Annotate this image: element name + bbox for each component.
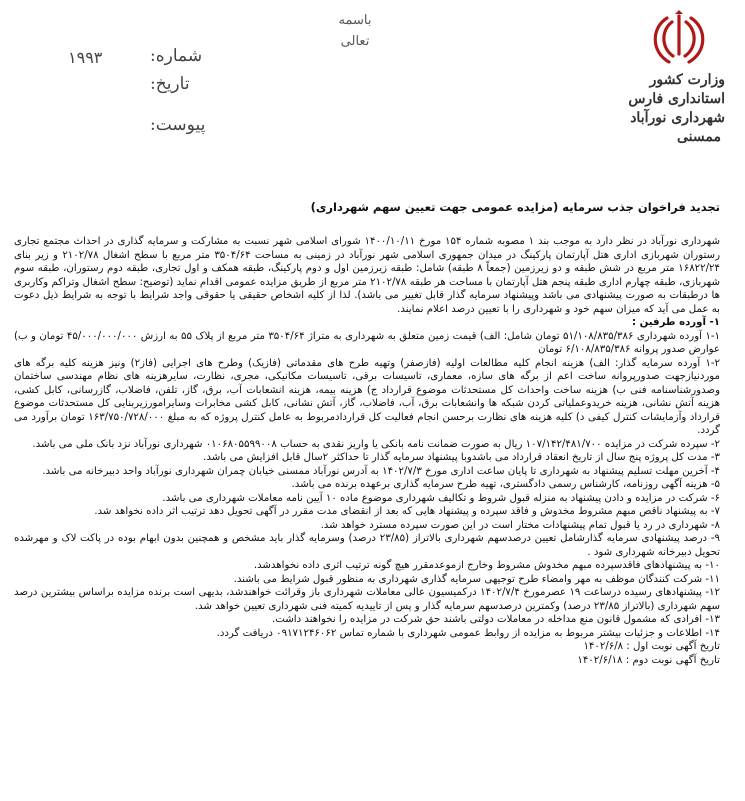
notice-body bbox=[14, 200, 720, 667]
org-line-municipality: شهرداری نورآباد bbox=[630, 110, 725, 126]
first-publication-date: تاریخ آگهی نوبت اول : ۱۴۰۲/۶/۸ bbox=[583, 641, 720, 652]
bismillah-line-2: تعالی bbox=[340, 34, 370, 49]
bismillah-line-1: باسمه bbox=[338, 13, 372, 28]
clause-8: ۸- شهرداری در رد یا قبول تمام پیشنهادات مختار است در این صورت سپرده مسترد خواهد شد. bbox=[320, 519, 720, 531]
second-publication-date: تاریخ آگهی نوبت دوم : ۱۴۰۲/۶/۱۸ bbox=[577, 654, 720, 666]
date-label: تاریخ: bbox=[150, 74, 190, 94]
clause-13: ۱۳- افرادی که مشمول قانون منع مداخله در معاملات دولتی باشند حق شرکت در مزایده را نخواهند داشت. bbox=[272, 614, 720, 625]
clause-1-2: ۱-۲ آورده سرمایه گذار: الف) هزینه انجام کلیه مطالعات اولیه (فازصفر) وتهیه طرح های مقدماتی (فازیک) وطرح های اجرایی (فاز۲) ونیز هزینه کلیه برگه های موردنیازجهت صدورپروانه ساخت اعم از برگه های سازه، معماری، تاسیسات برقی، تاسیسات مکانیکی، مجری، نظارت، سایرهزینه های نظام مهندسی ساختمان وصدورشناسنامه فنی ب) هزینه ساخت واحداث کل مستحدثات موضوع قرارداد ج) هزینه بیمه، هزینه انشعابات آب، برق، گاز، تلفن، فاضلاب، گازرسانی، کابل کشی، هزینه آتش نشانی، هزینه خریدوعملیاتی کردن شبکه ها وانشعابات برق، آب، فاضلاب، گاز، آتش نشانی، کابل کشی مخابرات وسایرامورزیربنایی کل مستحدثات موضوع قرارداد وآزمایشات کنترل کیفی د) کلیه هزینه های نظارت برحسن انجام فعالیت کل قراردادمربوط به عامل کنترل پروژه که به مبلغ ۱۶۳/۷۵۰/۷۲۸/۰۰۰ تومان برآورد می گردد. bbox=[14, 357, 720, 436]
clause-10: ۱۰- به پیشنهادهای فاقدسپرده مبهم مخدوش مشروط وخارج ازموعدمقرر هیچ گونه ترتیب اثری داده نخواهدشد. bbox=[253, 560, 720, 571]
org-line-city: ممسنی bbox=[677, 129, 721, 145]
clause-9: ۹- درصد پیشنهادی سرمایه گذارشامل تعیین درصدسهم شهرداری بالاتراز (۲۳/۸۵ درصد) وسرمایه گذار باید مشخص و همچنین بدون ابهام بوده در پاکت لاک و مهرشده تحویل دبیرخانه شهرداری شود . bbox=[14, 533, 720, 558]
iran-emblem-icon bbox=[647, 10, 711, 70]
clause-1-1: ۱-۱ آورده شهرداری ۵۱/۱۰۸/۸۳۵/۳۸۶ تومان شامل: الف) قیمت زمین متعلق به شهرداری به متراژ ۳۵۰۴/۶۴ متر مربع از پلاک ۵۵ به ارزش ۴۵/۰۰۰/۰۰۰/۰۰۰ تومان و ب) عوارض صدور پروانه ۶/۱۰۸/۸۳۵/۳۸۶ تومان bbox=[14, 330, 720, 355]
number-value: ۱۹۹۳ bbox=[68, 48, 103, 67]
clause-1: ۱- آورده طرفین : bbox=[631, 317, 720, 328]
clause-4: ۴- آخرین مهلت تسلیم پیشنهاد به شهرداری تا پایان ساعت اداری مورخ ۱۴۰۲/۷/۳ به آدرس نورآباد ممسنی خیابان چمران شهرداری نورآباد واحد دبیرخانه می باشد. bbox=[42, 465, 720, 477]
clause-14: ۱۴- اطلاعات و جزئیات بیشتر مربوط به مزایده از روابط عمومی شهرداری با شماره تماس ۰۹۱۷۱۲۴۶۰۶۲ دریافت گردد. bbox=[216, 627, 720, 639]
bismillah bbox=[315, 10, 395, 52]
clause-6: ۶- شرکت در مزایده و دادن پیشنهاد به منزله قبول شروط و تکالیف شهرداری موضوع ماده ۱۰ آیین نامه معاملات شهرداری می باشد. bbox=[162, 492, 720, 504]
clause-3: ۳- مدت کل پروژه پنج سال از تاریخ انعقاد قرارداد می باشدوبا پیشنهاد سرمایه گذار تا حداکثر ۲سال قابل افزایش می باشد. bbox=[203, 452, 720, 463]
org-line-ministry: وزارت کشور bbox=[649, 72, 725, 88]
letterhead bbox=[0, 0, 745, 190]
org-line-province: استانداری فارس bbox=[628, 91, 725, 107]
clause-5: ۵- هزینه آگهی روزنامه، کارشناس رسمی دادگستری، تهیه طرح سرمایه گذاری برعهده برنده می باشد. bbox=[291, 479, 720, 490]
clause-11: ۱۱- شرکت کنندگان موظف به مهر وامضاء طرح توجیهی سرمایه گذاری شهرداری به منظور قبول شرایط می باشند. bbox=[233, 573, 720, 585]
clause-7: ۷- به پیشنهاد ناقص مبهم مشروط مخدوش و فاقد سپرده و پیشنهاد هایی که بعد از انقضای مدت مقرر در آگهی تحویل دهد ترتیب اثر داده نخواهد شد. bbox=[94, 506, 720, 517]
attachment-label: پیوست: bbox=[150, 115, 206, 135]
notice-title: تجدید فراخوان جذب سرمایه (مزایده عمومی جهت تعیین سهم شهرداری) bbox=[310, 200, 720, 214]
clause-2: ۲- سپرده شرکت در مزایده ۱۰۷/۱۴۲/۴۸۱/۷۰۰ ریال به صورت ضمانت نامه بانکی یا واریز نقدی به حساب ۰۱۰۶۸۰۵۵۹۹۰۰۸ شهرداری نورآباد نزد بانک ملی می باشد. bbox=[32, 438, 720, 450]
number-label: شماره: bbox=[150, 46, 203, 66]
intro-paragraph: شهرداری نورآباد در نظر دارد به موجب بند ۱ مصوبه شماره ۱۵۴ مورخ ۱۴۰۰/۱۰/۱۱ شورای اسلامی شهر نسبت به مشارکت و سرمایه گذاری در احداث مجتمع تجاری رستوران شهربازی اداری هتل آپارتمان پارکینگ در میدان جمهوری اسلامی شهر نورآباد در زمینی به مساحت ۳۵۰۴/۶۴ متر مربع با سطح اشغال ۲۱۰۲/۷۸ و زیر بنای ۱۶۸۲۲/۲۴ متر مربع در شش طبقه و دو زیرزمین (جمعاً ۸ طبقه) شامل: طبقه زیرزمین اول و دوم پارکینگ، طبقه همکف و اول تجاری، طبقه دوم رستوران، طبقه سوم شهربازی، طبقه چهارم اداری طبقه پنجم هتل آپارتمان با مساحت هر طبقه ۲۱۰۲/۷۸ متر مربع از طریق مزایده عمومی اقدام نماید (توضیح: سطح اشغال وتراکم وکاربری ها درطبقات به صورت پیشنهادی می باشد وپیشنهاد سرمایه گذار قابل تغییر می باشد). لذا از کلیه اشخاص حقیقی یا حقوقی واجد شرایط با توجه به شرایط ذیل دعوت به عمل می آید که میزان سهم خود و شهرداری را با تعیین درصد اعلام نمایند. bbox=[14, 236, 721, 315]
clause-12: ۱۲- پیشنهادهای رسیده درساعت ۱۹ عصرمورخ ۱۴۰۲/۷/۴ درکمیسیون عالی معاملات شهرداری باز وقرائت خواهندشد، بدیهی است برنده مزایده براساس بیشترین درصد سهم شهرداری (بالاتراز ۲۳/۸۵ درصد) وکمترین درصدسهم سرمایه گذار و پس از تاییدیه کمیته فنی شهرداری تعیین خواهد شد. bbox=[14, 587, 720, 612]
